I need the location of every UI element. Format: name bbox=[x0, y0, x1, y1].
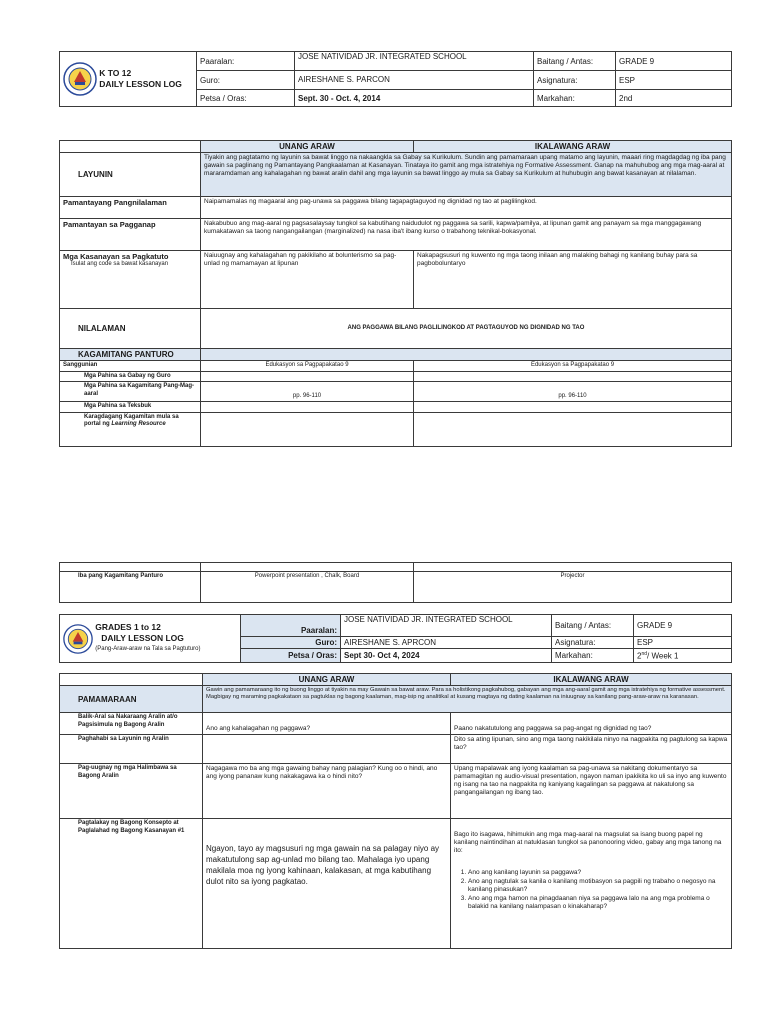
markahan2-label: Markahan: bbox=[552, 649, 634, 663]
dll-title-line1: K TO 12 bbox=[99, 68, 132, 78]
balik-aral-day1: Ano ang kahalagahan ng paggawa? bbox=[203, 713, 451, 735]
paaralan-label: Paaralan: bbox=[197, 52, 295, 71]
baitang2-label: Baitang / Antas: bbox=[552, 615, 634, 637]
asignatura-label: Asignatura: bbox=[534, 71, 616, 90]
deped-seal-icon bbox=[63, 62, 97, 96]
pag-uugnay-label: Pag-uugnay ng mga Halimbawa sa Bagong Aralin bbox=[60, 764, 203, 819]
dll2-title-line3: (Pang-Araw-araw na Tala sa Pagtuturo) bbox=[95, 646, 201, 652]
pamantayan-pagganap-label: Pamantayan sa Pagganap bbox=[60, 219, 201, 251]
asignatura2-value: ESP bbox=[634, 637, 732, 649]
pages-day2: pp. 96-110 bbox=[414, 382, 732, 402]
asignatura2-label: Asignatura: bbox=[552, 637, 634, 649]
lesson-plan-table-1 bbox=[59, 140, 732, 447]
guide-question: 3. Ano ang mga hamon na pinagdaanan niya sa paggawa lalo na ang mga problema o balakid na kanilang nalampasan o kinakaharap? bbox=[468, 895, 728, 911]
sanggunian-day2: Edukasyon sa Pagpapakatao 9 bbox=[414, 361, 732, 372]
baitang2-value: GRADE 9 bbox=[634, 615, 732, 637]
paaralan2-value: JOSE NATIVIDAD JR. INTEGRATED SCHOOL bbox=[341, 615, 552, 637]
iba-pang-day2: Projector bbox=[414, 572, 732, 603]
petsa2-value: Sept 30- Oct 4, 2024 bbox=[341, 649, 552, 663]
pamantayan-pagganap-text: Nakabubuo ang mag-aaral ng pagsasalaysay tungkol sa kabutihang naidudulot ng paggawa sa sarili, kapwa/pamilya, at lipunan gamit ang panayam sa mga manggagawang kumakatawan sa taong nangangailangan (marginalized) na nasa iba't ibang kurso o trabahong teknikal-bokasyonal. bbox=[201, 219, 732, 251]
guro-label: Guro: bbox=[197, 71, 295, 90]
pagtalakay-day1: Ngayon, tayo ay magsusuri ng mga gawain na sa palagay niyo ay makatutulong sap ag-unlad mo bilang tao. Mahalaga iyo upang makilala moa ng iyong kahinaan, kalakasan, at mga kabutihang dulot nito sa iyong pagkatao. bbox=[203, 819, 451, 949]
iba-pang-day1: Powerpoint presentation , Chalk, Board bbox=[201, 572, 414, 603]
kasanayan-sub: Isulat ang code sa bawat kasanayan bbox=[71, 261, 169, 267]
markahan-value: 2nd bbox=[616, 90, 732, 107]
baitang-label: Baitang / Antas: bbox=[534, 52, 616, 71]
header-table-2 bbox=[59, 614, 732, 663]
iba-pang-kagamitan-table bbox=[59, 562, 732, 603]
markahan-label: Markahan: bbox=[534, 90, 616, 107]
pagtalakay-label: Pagtalakay ng Bagong Konsepto at Paglalahad ng Bagong Kasanayan #1 bbox=[60, 819, 203, 949]
layunin-label: LAYUNIN bbox=[60, 153, 201, 197]
dll-title-line2: DAILY LESSON LOG bbox=[99, 79, 182, 89]
gabay-guro-label: Mga Pahina sa Gabay ng Guro bbox=[60, 371, 201, 382]
paghahabi-label: Paghahabi sa Layunin ng Aralin bbox=[60, 735, 203, 764]
kasanayan-day1: Naiuugnay ang kahalagahan ng pakikilaho at bolunterismo sa pag-unlad ng mamamayan at lipunan bbox=[201, 251, 414, 309]
petsa-value: Sept. 30 - Oct. 4, 2014 bbox=[295, 90, 534, 107]
deped-seal-icon bbox=[63, 624, 93, 654]
guide-question: 1. Ano ang kanilang layunin sa paggawa? bbox=[468, 869, 728, 877]
col-header-ikalawang-araw: IKALAWANG ARAW bbox=[414, 141, 732, 153]
kasanayan-label: Mga Kasanayan sa Pagkatuto bbox=[63, 252, 169, 261]
header2-logo-cell bbox=[60, 615, 241, 663]
baitang-value: GRADE 9 bbox=[616, 52, 732, 71]
kasanayan-day2: Nakapagsusuri ng kuwento ng mga taong inilaan ang malaking bahagi ng kanilang buhay para sa pagboboluntaryo bbox=[414, 251, 732, 309]
guide-question: 2. Ano ang nagtulak sa kanila o kanilang motibasyon sa pagpili ng trabaho o negosyo na kanilang pinasukan? bbox=[468, 878, 728, 894]
pamantayang-pangnilalaman-text: Naipamamalas ng magaaral ang pag-unawa sa paggawa bilang tagapagtaguyod ng dignidad ng tao at paglilingkod. bbox=[201, 197, 732, 219]
kagamitang-mag-aaral-label: Mga Pahina sa Kagamitang Pang-Mag-aaral bbox=[60, 382, 201, 402]
pamantayang-pangnilalaman-label: Pamantayang Pangnilalaman bbox=[60, 197, 201, 219]
paaralan-value: JOSE NATIVIDAD JR. INTEGRATED SCHOOL bbox=[295, 52, 534, 71]
guro-value: AIRESHANE S. PARCON bbox=[295, 71, 534, 90]
pagtalakay-day2-intro: Bago ito isagawa, hihimukin ang mga mag-aaral na magsulat sa isang buong papel ng kanilang naintindihan at natuklasan tungkol sa panonooring video, gabay ang mga tanong na ito: bbox=[454, 831, 722, 854]
sanggunian-label: Sanggunian bbox=[60, 361, 201, 372]
markahan2-value: 2nd/ Week 1 bbox=[634, 649, 732, 663]
dll2-title-line1: GRADES 1 to 12 bbox=[95, 622, 161, 632]
pag-uugnay-day2: Upang mapalawak ang iyong kaalaman sa pag-unawa sa nakitang dokumentaryo sa pamamagitan ng audio-visual presentation, ngayon naman ipakikita ko uli sa inyo ang kuwento ng isang na tao na nagpakita ng kaniyang kagalingan sa paggawa at nakatulong sa pangangailangan ng ibang tao. bbox=[451, 764, 732, 819]
sanggunian-day1: Edukasyon sa Pagpapakatao 9 bbox=[201, 361, 414, 372]
guro2-label: Guro: bbox=[241, 637, 341, 649]
guide-questions-list bbox=[454, 869, 728, 911]
balik-aral-label: Balik-Aral sa Nakaraang Aralin at/o Pagsisimula ng Bagong Aralin bbox=[60, 713, 203, 735]
balik-aral-day2: Paano nakatutulong ang paggawa sa pag-angat ng dignidad ng tao? bbox=[451, 713, 732, 735]
col2-header-ikalawang-araw: IKALAWANG ARAW bbox=[451, 674, 732, 686]
pamamaraan-label: PAMAMARAAN bbox=[60, 686, 203, 713]
pages-day1: pp. 96-110 bbox=[201, 382, 414, 402]
header-logo-cell bbox=[60, 52, 197, 107]
pamamaraan-text: Gawin ang pamamaraang ito ng buong linggo at tiyakin na may Gawain sa bawat araw. Para sa holistikong pagkahubog, gabayan ang mga ang-aaral gamit ang mga istratehiya ng formative assessment. Magbigay ng maraming pagkakataon sa pagtuklas ng bagong kaalaman, mag-isip ng analitikal at kusang magtaya ng dating kaalaman na iniuugnay sa kanilang pang-araw-araw na karanasan. bbox=[203, 686, 732, 713]
petsa-label: Petsa / Oras: bbox=[197, 90, 295, 107]
nilalaman-text: ANG PAGGAWA BILANG PAGLILINGKOD AT PAGTAGUYOD NG DIGNIDAD NG TAO bbox=[201, 309, 732, 349]
lesson-plan-table-2 bbox=[59, 673, 732, 949]
col-header-unang-araw: UNANG ARAW bbox=[201, 141, 414, 153]
header-table-1 bbox=[59, 51, 732, 107]
nilalaman-label: NILALAMAN bbox=[60, 309, 201, 349]
layunin-text: Tiyakin ang pagtatamo ng layunin sa bawat linggo na nakaangkla sa Gabay sa Kurikulum. Sundin ang pamamaraan upang matamo ang layunin, maaari ring magdagdag ng iba pang gawain sa paglinang ng Pamantayang Pangkaalaman at Kasanayan. Tinataya ito gamit ang mga istratehiya ng Formative Assessment. Ganap na mahuhubog ang mga mag-aaral at mararamdaman ang kahalagahan ng bawat aralin dahil ang mga layunin sa bawat linggo ay mula sa Gabay sa Kurikulum at huhubugin ang bawat kasanayan at nilalaman. bbox=[201, 153, 732, 197]
kagamitan-label: KAGAMITANG PANTURO bbox=[60, 349, 201, 361]
iba-pang-label: Iba pang Kagamitang Panturo bbox=[60, 572, 201, 603]
paghahabi-day2: Dito sa ating lipunan, sino ang mga taong nakikilala ninyo na nagpakita ng pagtulong sa kapwa tao? bbox=[451, 735, 732, 764]
paaralan2-label: Paaralan: bbox=[241, 615, 341, 637]
teksbuk-label: Mga Pahina sa Teksbuk bbox=[60, 402, 201, 413]
pag-uugnay-day1: Nagagawa mo ba ang mga gawaing bahay nang palagian? Kung oo o hindi, ano ang iyong pananaw kung nakakagawa ka o hindi nito? bbox=[203, 764, 451, 819]
karagdagang-kagamitan-label: Karagdagang Kagamitan mula sa portal ng Learning Resource bbox=[60, 412, 201, 446]
asignatura-value: ESP bbox=[616, 71, 732, 90]
dll2-title-line2: DAILY LESSON LOG bbox=[101, 633, 184, 643]
col2-header-unang-araw: UNANG ARAW bbox=[203, 674, 451, 686]
pagtalakay-day2-cell bbox=[451, 819, 732, 949]
guro2-value: AIRESHANE S. APRCON bbox=[341, 637, 552, 649]
petsa2-label: Petsa / Oras: bbox=[241, 649, 341, 663]
kasanayan-cell bbox=[60, 251, 201, 309]
